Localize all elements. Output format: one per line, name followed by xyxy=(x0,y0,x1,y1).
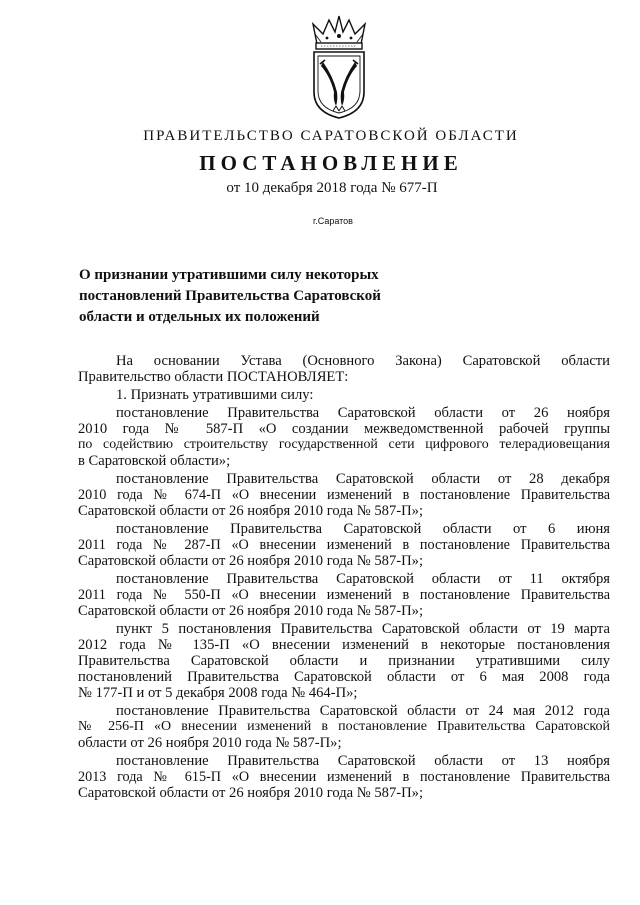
body-line: постановление Правительства Саратовской области от 11 октября xyxy=(116,571,610,587)
body-line: 1. Признать утратившими силу: xyxy=(116,387,314,403)
body-line: 2011 года № 287-П «О внесении изменений в постановление Правительства xyxy=(78,537,610,553)
document-type-title: ПОСТАНОВЛЕНИЕ xyxy=(199,151,463,175)
body-line: пункт 5 постановления Правительства Саратовской области от 19 марта xyxy=(116,621,610,637)
body-line: постановление Правительства Саратовской области от 26 ноября xyxy=(116,405,610,421)
body-line: 2011 года № 550-П «О внесении изменений в постановление Правительства xyxy=(78,587,610,603)
body-line: по содействию строительству государственной сети цифрового телерадиовещания xyxy=(78,437,610,452)
body-paragraph xyxy=(78,471,610,519)
body-line: Саратовской области от 26 ноября 2010 года № 587-П»; xyxy=(78,603,424,619)
body-paragraph xyxy=(78,353,610,385)
body-line: 2012 года № 135-П «О внесении изменений в некоторые постановления xyxy=(78,637,610,653)
saratov-coat-of-arms-emblem xyxy=(303,14,375,120)
body-line: в Саратовской области»; xyxy=(78,453,231,469)
body-line: Саратовской области от 26 ноября 2010 года № 587-П»; xyxy=(78,503,424,519)
body-line: Правительство области ПОСТАНОВЛЯЕТ: xyxy=(78,369,349,385)
body-paragraph xyxy=(78,621,610,701)
body-line: 2010 года № 587-П «О создании межведомственной рабочей группы xyxy=(78,421,610,437)
subject-line: области и отдельных их положений xyxy=(79,309,320,325)
body-line: На основании Устава (Основного Закона) Саратовской области xyxy=(116,353,610,369)
body-paragraph xyxy=(78,753,610,801)
body-line: 2013 года № 615-П «О внесении изменений в постановление Правительства xyxy=(78,769,610,785)
body-paragraph xyxy=(78,571,610,619)
body-paragraph xyxy=(78,387,610,403)
body-paragraph xyxy=(78,521,610,569)
body-line: постановление Правительства Саратовской области от 13 ноября xyxy=(116,753,610,769)
subject-line: постановлений Правительства Саратовской xyxy=(79,288,381,304)
body-paragraph xyxy=(78,703,610,751)
document-city: г.Саратов xyxy=(313,216,353,226)
body-line: Правительства Саратовской области и признании утратившими силу xyxy=(78,653,610,669)
body-line: № 177-П и от 5 декабря 2008 года № 464-П»; xyxy=(78,685,358,701)
document-subject xyxy=(79,265,439,328)
body-line: постановление Правительства Саратовской области от 6 июня xyxy=(116,521,610,537)
body-line: постановлений Правительства Саратовской области от 6 мая 2008 года xyxy=(78,669,610,685)
body-line: постановление Правительства Саратовской области от 28 декабря xyxy=(116,471,610,487)
government-title: ПРАВИТЕЛЬСТВО САРАТОВСКОЙ ОБЛАСТИ xyxy=(143,128,519,144)
subject-line: О признании утратившими силу некоторых xyxy=(79,267,379,283)
body-line: Саратовской области от 26 ноября 2010 года № 587-П»; xyxy=(78,553,424,569)
body-line: 2010 года № 674-П «О внесении изменений в постановление Правительства xyxy=(78,487,610,503)
body-line: № 256-П «О внесении изменений в постановление Правительства Саратовской xyxy=(78,719,610,734)
body-paragraph xyxy=(78,405,610,469)
body-line: Саратовской области от 26 ноября 2010 года № 587-П»; xyxy=(78,785,424,801)
document-body xyxy=(78,353,610,803)
body-line: области от 26 ноября 2010 года № 587-П»; xyxy=(78,735,342,751)
document-date-number: от 10 декабря 2018 года № 677-П xyxy=(226,180,438,196)
body-line: постановление Правительства Саратовской области от 24 мая 2012 года xyxy=(116,703,610,719)
